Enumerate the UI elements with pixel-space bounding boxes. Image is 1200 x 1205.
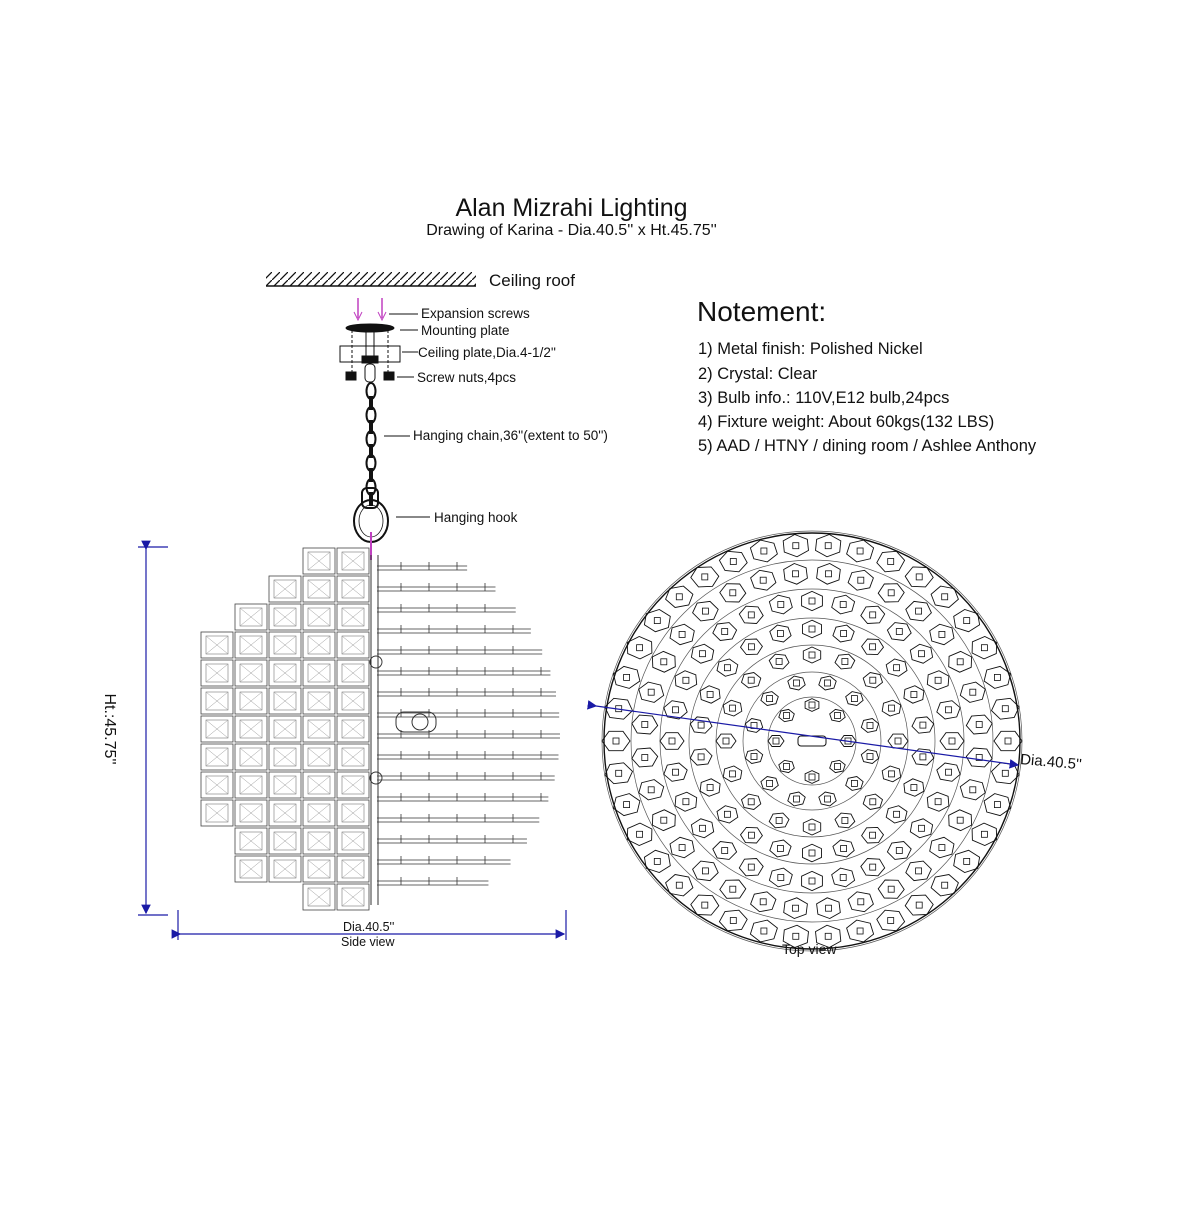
crystal-socket xyxy=(870,864,876,870)
crystal-socket xyxy=(835,764,841,770)
crystal-tile xyxy=(303,744,335,770)
ring-outline xyxy=(631,560,993,922)
top-dia-dimension-line xyxy=(596,706,1018,765)
crystal-tile xyxy=(269,828,301,854)
crystal-socket xyxy=(851,780,857,786)
crystal-socket xyxy=(700,651,706,657)
crystal-socket xyxy=(679,845,685,851)
crystal-socket xyxy=(858,899,864,905)
crystal-socket xyxy=(957,659,963,665)
crystal-tile xyxy=(303,576,335,602)
crystal-socket xyxy=(777,846,783,852)
crystal-tile xyxy=(337,688,369,714)
crystal-socket xyxy=(870,644,876,650)
crystal-tile xyxy=(235,772,267,798)
crystal-socket xyxy=(981,645,987,651)
crystal-socket xyxy=(964,618,970,624)
crystal-socket xyxy=(994,674,1000,680)
crystal-socket xyxy=(888,559,894,565)
crystal-tile xyxy=(269,800,301,826)
crystal-socket xyxy=(825,796,831,802)
crystal-socket xyxy=(911,692,917,698)
crystal-tile xyxy=(201,800,233,826)
crystal-socket xyxy=(673,769,679,775)
crystal-socket xyxy=(776,818,782,824)
crystal-socket xyxy=(698,754,704,760)
crystal-socket xyxy=(793,933,799,939)
callout-hanging-chain: Hanging chain,36''(extent to 50'') xyxy=(413,428,608,443)
crystal-socket xyxy=(702,574,708,580)
crystal-tile xyxy=(337,828,369,854)
crystal-socket xyxy=(911,785,917,791)
crystal-tile xyxy=(269,604,301,630)
crystal-socket xyxy=(870,677,876,683)
crystal-socket xyxy=(888,918,894,924)
crystal-socket xyxy=(730,771,736,777)
crystal-socket xyxy=(767,696,773,702)
crystal-socket xyxy=(761,928,767,934)
crystal-socket xyxy=(748,644,754,650)
crystal-socket xyxy=(841,631,847,637)
crystal-socket xyxy=(730,590,736,596)
crystal-socket xyxy=(654,858,660,864)
crystal-socket xyxy=(613,738,619,744)
crystal-socket xyxy=(916,902,922,908)
crystal-socket xyxy=(642,722,648,728)
crystal-socket xyxy=(896,629,902,635)
crystal-tile xyxy=(303,632,335,658)
crystal-socket xyxy=(970,689,976,695)
ceiling-label: Ceiling roof xyxy=(489,271,575,290)
crystal-socket xyxy=(730,886,736,892)
crystal-socket xyxy=(867,723,873,729)
crystal-socket xyxy=(920,722,926,728)
crystal-socket xyxy=(730,705,736,711)
ring-outline xyxy=(660,589,964,893)
crystal-tile xyxy=(235,632,267,658)
crystal-socket xyxy=(661,817,667,823)
crystal-socket xyxy=(946,707,952,713)
crystal-socket xyxy=(793,571,799,577)
crystal-socket xyxy=(654,618,660,624)
crystal-tile xyxy=(235,744,267,770)
crystal-socket xyxy=(760,899,766,905)
crystal-socket xyxy=(942,882,948,888)
crystal-socket xyxy=(894,665,900,671)
crystal-tile xyxy=(201,660,233,686)
crystal-socket xyxy=(669,738,675,744)
crystal-socket xyxy=(809,598,815,604)
crystal-tile xyxy=(303,772,335,798)
crystal-tile xyxy=(235,856,267,882)
crystal-socket xyxy=(870,612,876,618)
crystal-socket xyxy=(793,905,799,911)
crystal-socket xyxy=(919,825,925,831)
crystal-tile xyxy=(337,604,369,630)
crystal-socket xyxy=(648,689,654,695)
crystal-socket xyxy=(889,771,895,777)
side-ht-label: Ht.:45.75'' xyxy=(101,693,118,765)
crystal-tile xyxy=(201,772,233,798)
crystal-socket xyxy=(888,590,894,596)
crystal-socket xyxy=(835,713,841,719)
crystal-socket xyxy=(637,645,643,651)
crystal-tile xyxy=(269,660,301,686)
top-dia-label: Dia.40.5'' xyxy=(1019,751,1083,774)
crystal-tile xyxy=(269,688,301,714)
top-view-caption: Top view xyxy=(782,941,837,957)
crystal-socket xyxy=(935,799,941,805)
crystal-socket xyxy=(784,713,790,719)
note-item: 1) Metal finish: Polished Nickel xyxy=(698,340,923,358)
crystal-socket xyxy=(825,933,831,939)
crystal-socket xyxy=(698,722,704,728)
crystal-socket xyxy=(794,680,800,686)
crystal-tile xyxy=(303,828,335,854)
crystal-socket xyxy=(841,846,847,852)
crystal-socket xyxy=(888,886,894,892)
crystal-socket xyxy=(840,875,846,881)
crystal-socket xyxy=(870,799,876,805)
crystal-tile xyxy=(235,604,267,630)
crystal-tile xyxy=(235,688,267,714)
crystal-socket xyxy=(916,868,922,874)
crystal-socket xyxy=(825,543,831,549)
crystal-socket xyxy=(661,659,667,665)
side-view-caption: Side view xyxy=(341,935,395,949)
callout-mounting-plate: Mounting plate xyxy=(421,323,510,338)
crystal-socket xyxy=(616,770,622,776)
crystal-tile xyxy=(337,744,369,770)
screw-nut-icon xyxy=(384,372,394,380)
crystal-socket xyxy=(748,612,754,618)
chain-loop xyxy=(365,364,375,382)
crystal-socket xyxy=(777,631,783,637)
crystal-socket xyxy=(809,626,815,632)
crystal-socket xyxy=(896,848,902,854)
crystal-socket xyxy=(702,902,708,908)
crystal-socket xyxy=(683,799,689,805)
crystal-socket xyxy=(707,692,713,698)
crystal-socket xyxy=(840,602,846,608)
crystal-socket xyxy=(826,905,832,911)
crystal-socket xyxy=(722,629,728,635)
crystal-socket xyxy=(648,787,654,793)
crystal-socket xyxy=(724,665,730,671)
crystal-socket xyxy=(751,754,757,760)
crystal-socket xyxy=(857,928,863,934)
crystal-socket xyxy=(851,696,857,702)
crystal-socket xyxy=(761,548,767,554)
page-title: Alan Mizrahi Lighting xyxy=(455,194,688,222)
crystal-tile xyxy=(269,576,301,602)
crystal-tile xyxy=(337,632,369,658)
crystal-tile xyxy=(303,800,335,826)
crystal-tile xyxy=(269,744,301,770)
crystal-socket xyxy=(748,677,754,683)
crystal-tile xyxy=(337,856,369,882)
crystal-socket xyxy=(624,674,630,680)
crystal-socket xyxy=(767,780,773,786)
crystal-socket xyxy=(809,774,815,780)
crystal-socket xyxy=(778,875,784,881)
crystal-socket xyxy=(642,755,648,761)
crystal-socket xyxy=(939,845,945,851)
crystal-socket xyxy=(730,918,736,924)
crystal-tile xyxy=(303,884,335,910)
crystal-socket xyxy=(702,868,708,874)
crystal-socket xyxy=(809,652,815,658)
crystal-socket xyxy=(679,631,685,637)
crystal-socket xyxy=(939,631,945,637)
crystal-tile xyxy=(201,632,233,658)
note-item: 4) Fixture weight: About 60kgs(132 LBS) xyxy=(698,413,995,431)
crystal-tile xyxy=(337,884,369,910)
crystal-socket xyxy=(842,818,848,824)
crystal-tile xyxy=(303,688,335,714)
callout-expansion-screws: Expansion screws xyxy=(421,306,530,321)
crystal-tile xyxy=(201,744,233,770)
crystal-socket xyxy=(707,785,713,791)
crystal-tile xyxy=(303,856,335,882)
crystal-socket xyxy=(624,802,630,808)
crystal-socket xyxy=(946,769,952,775)
crystal-socket xyxy=(895,738,901,744)
crystal-tile xyxy=(269,716,301,742)
hanging-chain xyxy=(362,383,378,508)
crystal-tile xyxy=(201,688,233,714)
crystal-socket xyxy=(970,787,976,793)
crystal-socket xyxy=(778,602,784,608)
callout-hanging-hook: Hanging hook xyxy=(434,510,518,525)
crystal-socket xyxy=(858,577,864,583)
crystal-socket xyxy=(957,817,963,823)
crystal-socket xyxy=(994,802,1000,808)
crystal-socket xyxy=(894,811,900,817)
crystal-socket xyxy=(964,858,970,864)
note-item: 3) Bulb info.: 110V,E12 bulb,24pcs xyxy=(698,389,950,407)
crystal-tile xyxy=(269,772,301,798)
bulb-icon xyxy=(412,714,428,730)
crystal-socket xyxy=(1002,770,1008,776)
crystal-tile xyxy=(303,716,335,742)
ring-outline xyxy=(716,645,908,837)
crystal-tile xyxy=(201,716,233,742)
crystal-socket xyxy=(916,608,922,614)
crystal-socket xyxy=(867,754,873,760)
crystal-socket xyxy=(730,559,736,565)
crystal-socket xyxy=(773,738,779,744)
crystal-socket xyxy=(748,832,754,838)
crystal-socket xyxy=(825,680,831,686)
crystal-socket xyxy=(949,738,955,744)
crystal-tile xyxy=(337,800,369,826)
joint xyxy=(370,772,382,784)
crystal-socket xyxy=(724,811,730,817)
crystal-socket xyxy=(683,677,689,683)
crystal-socket xyxy=(760,577,766,583)
ceiling-hatch xyxy=(266,272,476,286)
crystal-socket xyxy=(776,659,782,665)
side-dia-label: Dia.40.5'' xyxy=(343,920,395,934)
crystal-socket xyxy=(826,571,832,577)
ring-outline xyxy=(743,672,881,810)
callout-ceiling-plate: Ceiling plate,Dia.4-1/2'' xyxy=(418,345,556,360)
crystal-tile xyxy=(337,576,369,602)
side-view-core xyxy=(370,555,436,905)
crystal-socket xyxy=(842,659,848,665)
crystal-tile xyxy=(269,632,301,658)
crystal-socket xyxy=(700,825,706,831)
crystal-socket xyxy=(916,574,922,580)
crystal-tile xyxy=(303,548,335,574)
joint xyxy=(370,656,382,668)
notes-heading: Notement: xyxy=(697,296,827,327)
crystal-socket xyxy=(809,850,815,856)
note-item: 2) Crystal: Clear xyxy=(698,365,818,383)
crystal-socket xyxy=(942,594,948,600)
crystal-tile xyxy=(337,548,369,574)
crystal-socket xyxy=(981,831,987,837)
crystal-socket xyxy=(702,608,708,614)
crystal-socket xyxy=(723,738,729,744)
crystal-tile xyxy=(235,828,267,854)
ceiling xyxy=(266,272,476,286)
callout-screw-nuts: Screw nuts,4pcs xyxy=(417,370,517,385)
crystal-tile xyxy=(269,856,301,882)
crystal-tile xyxy=(337,660,369,686)
mounting-hardware xyxy=(340,298,400,382)
crystal-socket xyxy=(676,882,682,888)
crystal-socket xyxy=(793,543,799,549)
crystal-socket xyxy=(722,848,728,854)
canopy-neck xyxy=(362,356,378,363)
side-view-arms xyxy=(377,562,560,885)
crystal-socket xyxy=(673,707,679,713)
note-item: 5) AAD / HTNY / dining room / Ashlee Anthony xyxy=(698,437,1037,455)
crystal-socket xyxy=(794,796,800,802)
crystal-socket xyxy=(919,651,925,657)
crystal-socket xyxy=(809,824,815,830)
page-subtitle: Drawing of Karina - Dia.40.5'' x Ht.45.75'' xyxy=(426,222,717,239)
crystal-tile xyxy=(337,772,369,798)
crystal-socket xyxy=(748,799,754,805)
crystal-socket xyxy=(748,864,754,870)
crystal-socket xyxy=(920,754,926,760)
outer-rim xyxy=(604,533,1020,949)
crystal-socket xyxy=(857,548,863,554)
crystal-tile xyxy=(303,660,335,686)
crystal-tile xyxy=(337,716,369,742)
crystal-socket xyxy=(809,878,815,884)
crystal-tile xyxy=(235,716,267,742)
top-view-crystal-rings xyxy=(602,531,1022,951)
crystal-socket xyxy=(784,764,790,770)
crystal-tile xyxy=(235,660,267,686)
crystal-socket xyxy=(935,677,941,683)
crystal-socket xyxy=(1002,706,1008,712)
side-view-crystal-tiles xyxy=(201,548,369,910)
crystal-socket xyxy=(870,832,876,838)
crystal-tile xyxy=(235,800,267,826)
crystal-socket xyxy=(637,831,643,837)
crystal-socket xyxy=(809,702,815,708)
crystal-socket xyxy=(676,594,682,600)
dimension-lines xyxy=(138,547,566,940)
crystal-socket xyxy=(1005,738,1011,744)
crystal-tile xyxy=(303,604,335,630)
crystal-socket xyxy=(976,722,982,728)
crystal-socket xyxy=(889,705,895,711)
screw-nut-icon xyxy=(346,372,356,380)
